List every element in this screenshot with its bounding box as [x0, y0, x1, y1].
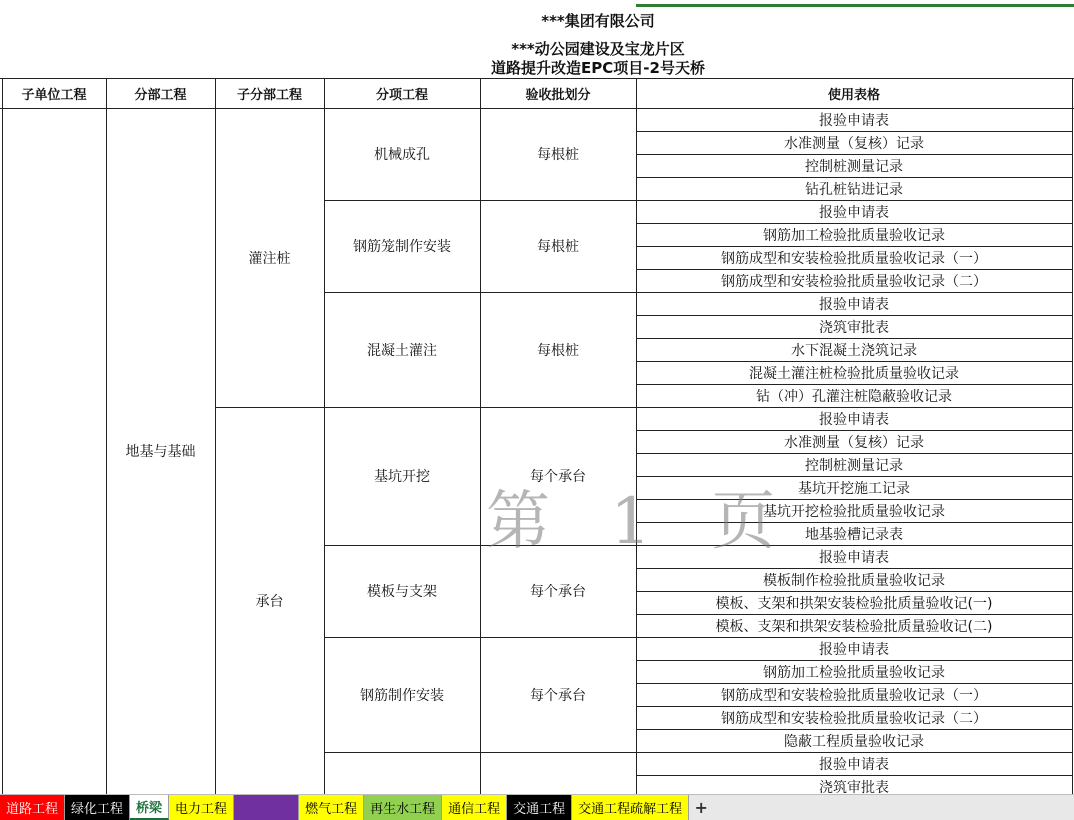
sub-item-cell[interactable]: 钢筋制作安装	[360, 687, 444, 704]
form-name-cell[interactable]: 报验申请表	[819, 549, 889, 566]
batch-division-cell[interactable]	[480, 752, 636, 794]
sheet-tab[interactable]: 交通工程疏解工程	[572, 795, 689, 820]
spreadsheet-grid[interactable]	[0, 78, 1074, 794]
add-sheet-button[interactable]: +	[694, 798, 708, 817]
sub-item-cell[interactable]: 机械成孔	[374, 147, 430, 163]
project-title-line1: ***动公园建设及宝龙片区	[511, 40, 685, 58]
grid-line	[215, 78, 216, 794]
column-header[interactable]: 分项工程	[375, 87, 428, 103]
sub-item-cell[interactable]: 混凝土灌注	[367, 342, 437, 359]
grid-line	[0, 78, 1074, 79]
form-name-cell[interactable]: 浇筑审批表	[819, 779, 889, 794]
batch-division-cell[interactable]: 每个承台	[530, 469, 586, 485]
form-name-cell[interactable]: 钢筋加工检验批质量验收记录	[763, 227, 945, 244]
sheet-tab[interactable]: 再生水工程	[364, 795, 442, 820]
grid-line	[636, 78, 637, 794]
sheet-tab-bar	[0, 794, 1074, 820]
form-name-cell[interactable]: 报验申请表	[819, 204, 889, 221]
batch-division-cell[interactable]: 每根桩	[537, 342, 579, 359]
subdivision-cell[interactable]: 承台	[255, 593, 284, 610]
grid-line	[2, 78, 3, 794]
form-name-cell[interactable]: 钢筋成型和安装检验批质量验收记录（二）	[721, 273, 987, 290]
batch-division-cell[interactable]: 每个承台	[530, 687, 586, 704]
subdivision-cell[interactable]: 灌注桩	[248, 250, 291, 267]
sheet-tab[interactable]: 燃气工程	[299, 795, 364, 820]
form-name-cell[interactable]: 基坑开挖检验批质量验收记录	[763, 503, 945, 520]
form-name-cell[interactable]: 模板、支架和拱架安装检验批质量验收记(二)	[715, 618, 993, 635]
column-header[interactable]: 子分部工程	[236, 87, 302, 103]
batch-division-cell[interactable]: 每根桩	[537, 239, 579, 255]
column-header[interactable]: 使用表格	[827, 87, 880, 103]
sheet-tab[interactable]: 电力工程	[169, 795, 234, 820]
sheet-tab[interactable]: 污水工程	[234, 795, 299, 820]
sub-item-cell[interactable]: 基坑开挖	[374, 469, 430, 485]
report-title-area	[0, 0, 1074, 78]
form-name-cell[interactable]: 水准测量（复核）记录	[784, 135, 924, 152]
form-name-cell[interactable]: 混凝土灌注桩检验批质量验收记录	[749, 365, 959, 382]
sheet-tab[interactable]: 道路工程	[0, 795, 65, 820]
company-title: ***集团有限公司	[541, 12, 655, 30]
form-name-cell[interactable]: 控制桩测量记录	[805, 158, 903, 175]
sub-item-cell[interactable]: 模板与支架	[367, 584, 437, 600]
column-header[interactable]: 分部工程	[134, 87, 187, 103]
sub-unit-cell[interactable]	[2, 108, 106, 794]
form-name-cell[interactable]: 钢筋成型和安装检验批质量验收记录（一）	[721, 250, 987, 267]
form-name-cell[interactable]: 地基验槽记录表	[805, 526, 903, 543]
batch-division-cell[interactable]: 每根桩	[537, 147, 579, 163]
grid-line	[480, 78, 481, 794]
sheet-tab[interactable]: 绿化工程	[65, 795, 130, 820]
selection-indicator	[636, 4, 1074, 7]
column-header[interactable]: 验收批划分	[525, 87, 591, 103]
page-watermark: 第 1 页	[486, 485, 796, 559]
project-title-line2: 道路提升改造EPC项目-2号天桥	[491, 59, 705, 77]
column-header[interactable]: 子单位工程	[21, 87, 87, 103]
grid-line	[106, 78, 107, 794]
form-name-cell[interactable]: 报验申请表	[819, 112, 889, 129]
form-name-cell[interactable]: 报验申请表	[819, 411, 889, 428]
form-name-cell[interactable]: 水准测量（复核）记录	[784, 434, 924, 451]
form-name-cell[interactable]: 控制桩测量记录	[805, 457, 903, 474]
batch-division-cell[interactable]: 每个承台	[530, 584, 586, 600]
form-name-cell[interactable]: 钻孔桩钻进记录	[805, 181, 903, 198]
grid-line	[324, 78, 325, 794]
sheet-tab[interactable]: 交通工程	[507, 795, 572, 820]
form-name-cell[interactable]: 水下混凝土浇筑记录	[791, 342, 917, 359]
sub-item-cell[interactable]	[324, 752, 480, 794]
form-name-cell[interactable]: 报验申请表	[819, 756, 889, 773]
sub-item-cell[interactable]: 钢筋笼制作安装	[353, 239, 451, 255]
sheet-tab[interactable]: 通信工程	[442, 795, 507, 820]
form-name-cell[interactable]: 报验申请表	[819, 641, 889, 658]
form-name-cell[interactable]: 钢筋成型和安装检验批质量验收记录（一）	[721, 687, 987, 704]
sheet-tab[interactable]: 桥梁	[130, 795, 169, 820]
division-cell[interactable]: 地基与基础	[125, 444, 196, 460]
form-name-cell[interactable]: 浇筑审批表	[819, 319, 889, 336]
form-name-cell[interactable]: 模板、支架和拱架安装检验批质量验收记(一)	[715, 595, 993, 612]
form-name-cell[interactable]: 隐蔽工程质量验收记录	[784, 733, 924, 750]
form-name-cell[interactable]: 模板制作检验批质量验收记录	[763, 572, 945, 589]
form-name-cell[interactable]: 基坑开挖施工记录	[798, 480, 910, 497]
form-name-cell[interactable]: 报验申请表	[819, 296, 889, 313]
grid-line	[1072, 78, 1073, 794]
form-name-cell[interactable]: 钢筋加工检验批质量验收记录	[763, 664, 945, 681]
form-name-cell[interactable]: 钻（冲）孔灌注桩隐蔽验收记录	[756, 388, 952, 405]
form-name-cell[interactable]: 钢筋成型和安装检验批质量验收记录（二）	[721, 710, 987, 727]
